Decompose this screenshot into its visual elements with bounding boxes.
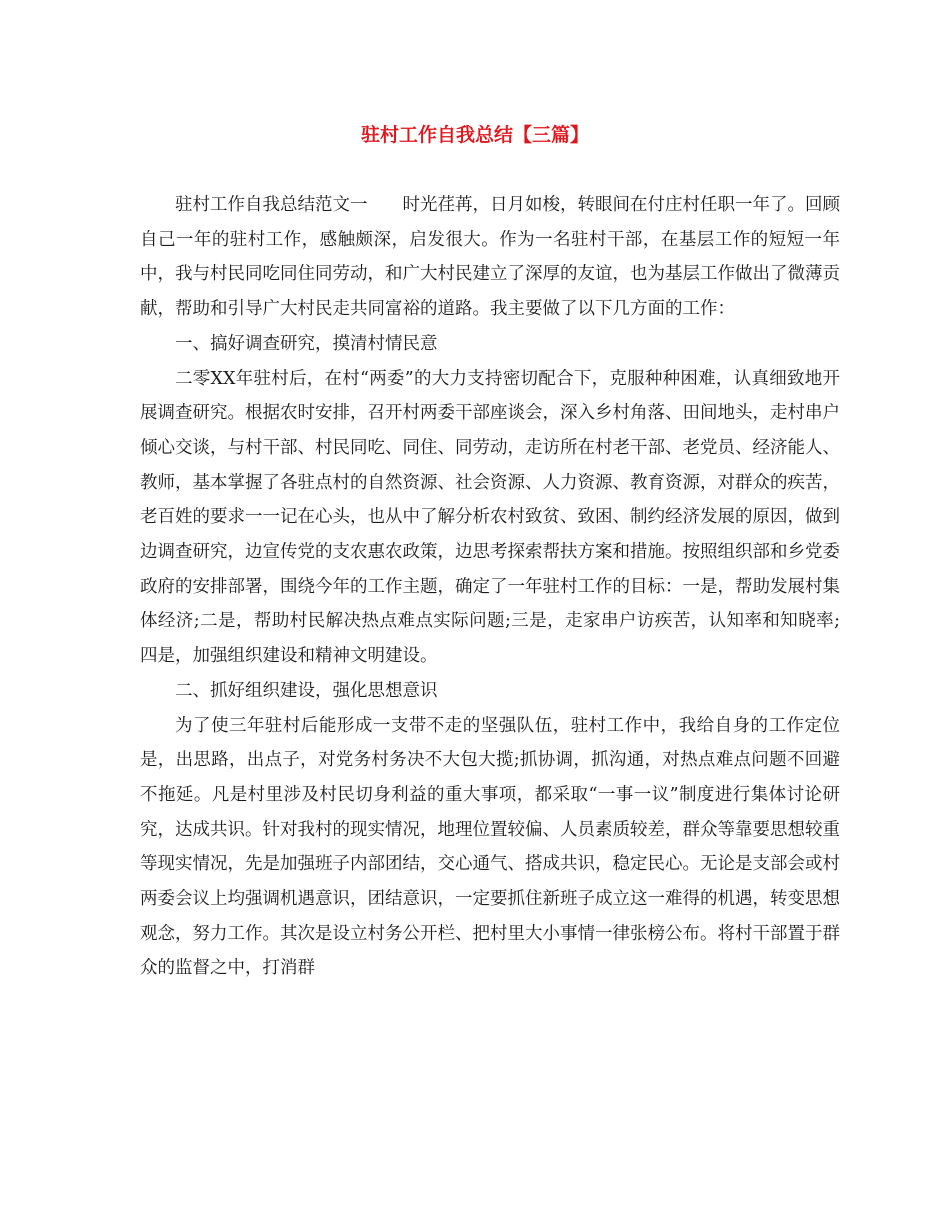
section-heading-1: 一、搞好调查研究，摸清村情民意: [175, 333, 438, 354]
section-heading-2: 二、抓好组织建设，强化思想意识: [175, 680, 438, 701]
document-body: [140, 188, 840, 986]
paragraph-intro: [140, 188, 840, 327]
paragraph-section-2: 为了使三年驻村后能形成一支带不走的坚强队伍，驻村工作中，我给自身的工作定位是，出思路，出点子，对党务村务决不大包大揽;抓协调，抓沟通，对热点难点问题不回避不拖延。凡是村里涉及村民切身利益的重大事项，都采取“一事一议”制度进行集体讨论研究，达成共识。针对我村的现实情况，地理位置较偏、人员素质较差，群众等靠要思想较重等现实情况，先是加强班子内部团结，交心通气、搭成共识，稳定民心。无论是支部会或村两委会议上均强调机遇意识，团结意识，一定要抓住新班子成立这一难得的机遇，转变思想观念，努力工作。其次是设立村务公开栏、把村里大小事情一律张榜公布。将村干部置于群众的监督之中，打消群: [140, 715, 840, 979]
paragraph-text: 时光荏苒，日月如梭，转眼间在付庄村任职一年了。回顾自己一年的驻村工作，感触颇深，启发很大。作为一名驻村干部，在基层工作的短短一年中，我与村民同吃同住同劳动，和广大村民建立了深厚的友谊，也为基层工作做出了微薄贡献，帮助和引导广大村民走共同富裕的道路。我主要做了以下几方面的工作：: [140, 195, 840, 320]
intro-label: 驻村工作自我总结范文一: [175, 195, 368, 215]
document-title: 驻村工作自我总结【三篇】: [360, 124, 589, 146]
paragraph-section-1: 二零XX年驻村后，在村“两委”的大力支持密切配合下，克服种种困难，认真细致地开展调查研究。根据农时安排，召开村两委干部座谈会，深入乡村角落、田间地头，走村串户倾心交谈，与村干部、村民同吃、同住、同劳动，走访所在村老干部、老党员、经济能人、教师，基本掌握了各驻点村的自然资源、社会资源、人力资源、教育资源，对群众的疾苦，老百姓的要求一一记在心头，也从中了解分析农村致贫、致困、制约经济发展的原因，做到边调查研究，边宣传党的支农惠农政策，边思考探索帮扶方案和措施。按照组织部和乡党委政府的安排部署，围绕今年的工作主题，确定了一年驻村工作的目标：一是，帮助发展村集体经济;二是，帮助村民解决热点难点实际问题;三是，走家串户访疾苦，认知率和知晓率;四是，加强组织建设和精神文明建设。: [140, 368, 840, 667]
